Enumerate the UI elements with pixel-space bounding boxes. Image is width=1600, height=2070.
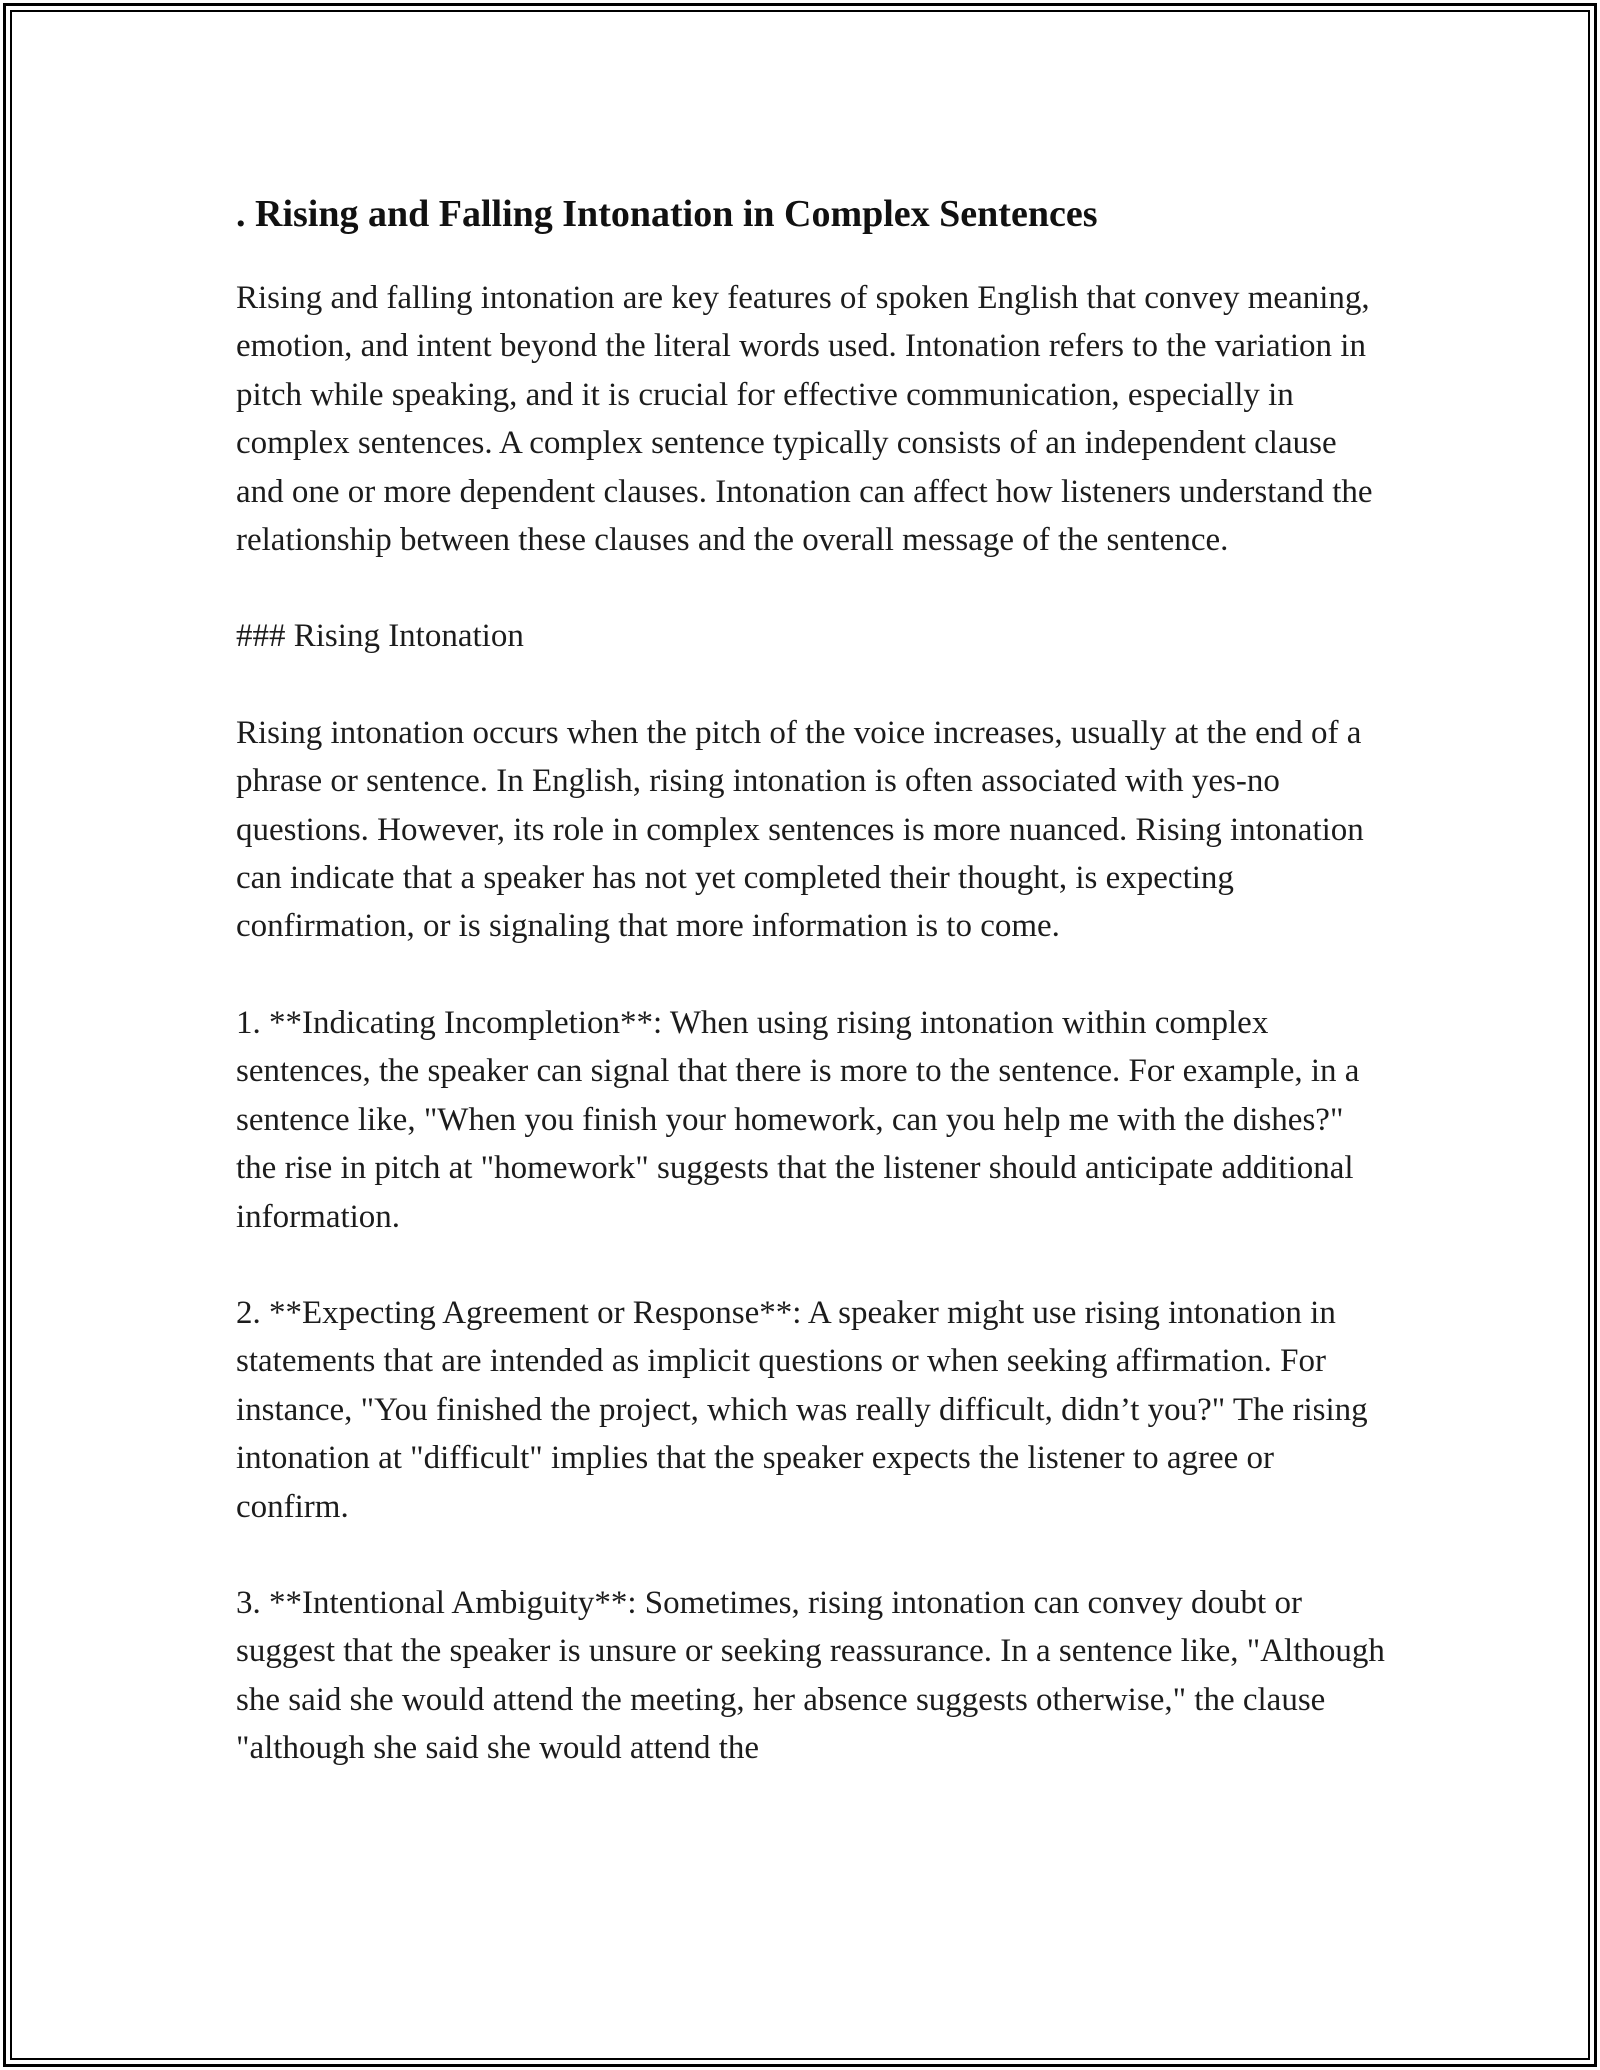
intro-paragraph: Rising and falling intonation are key features of spoken English that convey meaning, emotion, and intent beyond the literal words used. Intonation refers to the variation in pitch while speaking, and it is crucial for effective communication, especially in complex sentences. A complex sentence typically consists of an independent clause and one or more dependent clauses. Intonation can affect how listeners understand the relationship between these clauses and the overall message of the sentence.: [236, 280, 1373, 559]
list-item-intentional-ambiguity: 3. **Intentional Ambiguity**: Sometimes, rising intonation can convey doubt or suggest that the speaker is unsure or seeking reassurance. In a sentence like, "Although she said she would attend the meeting, her absence suggests otherwise," the clause "although she said she would attend the: [236, 1584, 1385, 1767]
document-title: . Rising and Falling Intonation in Complex Sentences: [236, 193, 1098, 235]
list-item-indicating-incompletion: 1. **Indicating Incompletion**: When using rising intonation within complex sentences, the speaker can signal that there is more to the sentence. For example, in a sentence like, "When you finish your homework, can you help me with the dishes?" the rise in pitch at "homework" suggests that the listener should anticipate additional information.: [236, 1004, 1360, 1235]
section-heading-rising-intonation: ### Rising Intonation: [236, 618, 524, 655]
rising-intonation-paragraph: Rising intonation occurs when the pitch of the voice increases, usually at the end of a phrase or sentence. In English, rising intonation is often associated with yes-no questions. However, its role in complex sentences is more nuanced. Rising intonation can indicate that a speaker has not yet completed their thought, is expecting confirmation, or is signaling that more information is to come.: [236, 714, 1364, 945]
document-body: [236, 184, 1386, 1821]
list-item-expecting-agreement: 2. **Expecting Agreement or Response**: A speaker might use rising intonation in statements that are intended as implicit questions or when seeking affirmation. For instance, "You finished the project, which was really difficult, didn’t you?" The rising intonation at "difficult" implies that the speaker expects the listener to agree or confirm.: [236, 1294, 1368, 1525]
